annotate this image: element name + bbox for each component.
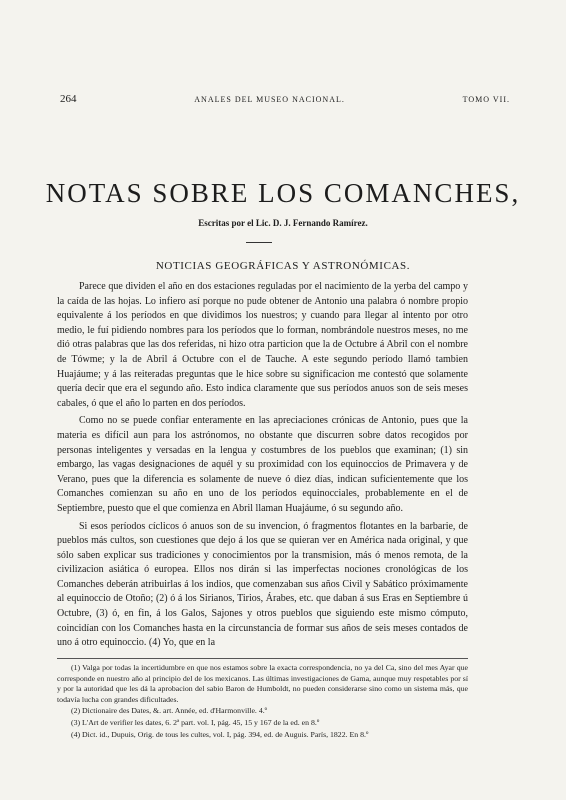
footnotes xyxy=(57,658,468,741)
article-title: NOTAS SOBRE LOS COMANCHES, xyxy=(45,178,521,208)
volume-label: TOMO VII. xyxy=(462,95,510,104)
paragraph: Si esos períodos cíclicos ó anuos son de su invencion, ó fragmentos flotantes en la barbarie, de pueblos más cultos, son cuestiones que dejo á los que se quieran ver en América nada original, y que sólo saben explicar sus tradiciones y conocimientos por la transmision, más ó menos remota, de la civilizacion asiática ó europea. Ellos nos dirán si las imperfectas nociones cronológicas de los Comanches deberán atribuirlas á los indios, que comenzaban sus años Civil y Sabático próximamente al equinoccio de Otoño; (2) ó á los Sirianos, Tirios, Árabes, etc. que daban á sus Eras en Septiembre ú Octubre, (3) ó, en fin, á los Galos, Sajones y otros pueblos que siguiendo este mismo cómputo, coincidían con los Comanches hasta en la circunstancia de formar sus años de seis meses contados de uno á otro equinoccio. (4) Yo, que en la xyxy=(57,520,468,649)
author-byline: Escritas por el Lic. D. J. Fernando Ramírez. xyxy=(198,218,368,228)
page-number: 264 xyxy=(60,93,77,105)
footnote: (2) Dictionaire des Dates, &. art. Année, ed. d'Harmonville. 4.º xyxy=(71,706,268,716)
section-heading: NOTICIAS GEOGRÁFICAS Y ASTRONÓMICAS. xyxy=(155,260,411,272)
body-text xyxy=(57,280,468,654)
footnote: (4) Dict. id., Dupuis, Orig. de tous les cultes, vol. I, pág. 394, ed. de Auguis. París, 1822. En 8.º xyxy=(71,729,369,739)
footnote: (1) Valga por todas la incertidumbre en que nos estamos sobre la exacta correspondencia, no ya del Ca, sino del mes Ayar que corresponde en nuestro año al principio del de los mexicanos. Las últimas investigaciones de Gama, aunque muy respetables por sí y por la autoridad que les dá la aprobacion del sabio Baron de Humboldt, no pueden considerarse sino como un sistema más, que todavía lucha con grandes dificultades. xyxy=(57,663,468,704)
title-divider xyxy=(246,242,272,243)
running-header xyxy=(60,93,510,105)
journal-title: ANALES DEL MUSEO NACIONAL. xyxy=(194,95,345,104)
footnote: (3) L'Art de verifier les dates, 6. 2ª part. vol. I, pág. 45, 15 y 167 de la ed. en 8.º xyxy=(71,717,320,727)
paragraph: Como no se puede confiar enteramente en las apreciaciones crónicas de Antonio, pues que la materia es difícil aun para los astrónomos, no obstante que discurren sobre datos recogidos por personas inteligentes y versadas en la lengua y costumbres de los pueblos que examinan; (1) sin embargo, las vagas designaciones de aquél y su proximidad con los equinoccios de Primavera y de Verano, pues que la diferencia es solamente de nueve ó diez días, indican suficientemente que los Comanches comienzan su año en uno de los períodos equinocciales, probablemente en el de Septiembre, puesto que el que comienza en Abril llaman Huajáume, ó su segundo año. xyxy=(57,415,468,514)
paragraph: Parece que dividen el año en dos estaciones reguladas por el nacimiento de la yerba del campo y la caída de las hojas. Lo infiero así porque no pude obtener de Antonio una palabra ó nombre propio equivalente á los períodos en que dividimos los nuestros; y cuando para llegar al intento por otro medio, le fuí pidiendo nombres para los períodos que lo forman, nombrándole nuestros meses, no me dió otras palabras que las dos referidas, ni hizo otra particion que la de Octubre á Abril con el nombre de Tówme; y la de Abril á Octubre con el de Tauche. A este segundo período llamó tambien Huajáume; y á las reiteradas preguntas que le hice sobre su significacion me contestó que solamente quería decir que era el segundo año. Esto indica claramente que sus períodos anuos son de seis meses cabales, ó que el año lo parten en dos períodos. xyxy=(57,281,468,409)
